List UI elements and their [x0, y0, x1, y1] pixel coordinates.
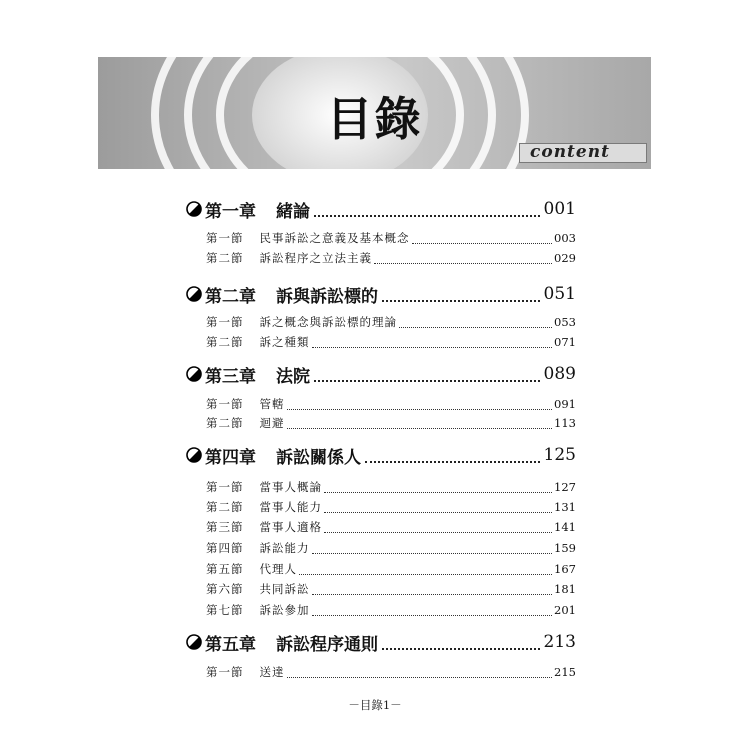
chapter-title: 緒論: [276, 201, 310, 222]
chapter-row-2[interactable]: [186, 281, 576, 307]
half-circle-icon: [186, 634, 202, 650]
section-label: 第一節: [206, 665, 244, 679]
section-row[interactable]: [206, 663, 576, 681]
section-page: 215: [554, 665, 576, 679]
half-circle-icon: [186, 366, 202, 382]
chapter-page: 089: [543, 364, 576, 384]
page-footer: －目錄1－: [348, 698, 402, 712]
chapter-label: 第二章: [205, 286, 256, 307]
half-circle-icon: [186, 286, 202, 302]
section-row[interactable]: [206, 333, 576, 351]
section-page: 201: [554, 603, 576, 617]
section-page: 113: [554, 416, 576, 430]
section-page: 053: [554, 315, 576, 329]
section-title: 共同訴訟: [259, 582, 310, 596]
chapter-row-4[interactable]: [186, 442, 576, 468]
section-row[interactable]: [206, 478, 576, 496]
chapter-label: 第四章: [205, 447, 256, 468]
chapter-label: 第五章: [205, 634, 256, 655]
content-tag: [519, 143, 647, 163]
section-row[interactable]: [206, 560, 576, 578]
dot-leader: [312, 605, 553, 616]
section-page: 141: [554, 520, 576, 534]
section-title: 當事人適格: [259, 520, 322, 534]
chapter-label: 第一章: [205, 201, 256, 222]
dot-leader: [324, 522, 552, 533]
section-row[interactable]: [206, 229, 576, 247]
toc-banner: [98, 57, 651, 169]
chapter-row-3[interactable]: [186, 361, 576, 387]
section-row[interactable]: [206, 539, 576, 557]
section-page: 131: [554, 500, 576, 514]
page-title: 目錄: [326, 92, 423, 146]
chapter-row-5[interactable]: [186, 629, 576, 655]
section-title: 迴避: [259, 416, 285, 430]
section-title: 當事人能力: [259, 500, 322, 514]
section-page: 181: [554, 582, 576, 596]
section-page: 091: [554, 397, 576, 411]
section-label: 第二節: [206, 500, 244, 514]
section-row[interactable]: [206, 313, 576, 331]
section-title: 當事人概論: [259, 480, 322, 494]
section-title: 訴訟能力: [259, 541, 310, 555]
dot-leader: [412, 233, 553, 244]
dot-leader: [312, 543, 553, 554]
section-title: 管轄: [259, 397, 285, 411]
dot-leader: [399, 317, 552, 328]
section-row[interactable]: [206, 580, 576, 598]
section-title: 訴訟程序之立法主義: [259, 251, 372, 265]
half-circle-icon: [186, 447, 202, 463]
chapter-row-1[interactable]: [186, 196, 576, 222]
chapter-title: 訴與訴訟標的: [276, 286, 378, 307]
dot-leader: [324, 502, 552, 513]
section-row[interactable]: [206, 518, 576, 536]
dot-leader: [287, 418, 553, 429]
section-title: 送達: [259, 665, 285, 679]
section-title: 代理人: [259, 562, 297, 576]
chapter-page: 125: [543, 445, 576, 465]
dot-leader: [382, 286, 540, 302]
chapter-title: 法院: [276, 366, 310, 387]
dot-leader: [312, 337, 553, 348]
section-row[interactable]: [206, 414, 576, 432]
section-label: 第七節: [206, 603, 244, 617]
dot-leader: [382, 634, 540, 650]
section-page: 127: [554, 480, 576, 494]
section-label: 第二節: [206, 251, 244, 265]
dot-leader: [299, 564, 552, 575]
dot-leader: [287, 667, 553, 678]
dot-leader: [324, 482, 552, 493]
section-label: 第五節: [206, 562, 244, 576]
dot-leader: [287, 399, 553, 410]
half-circle-icon: [186, 201, 202, 217]
dot-leader: [314, 201, 540, 217]
dot-leader: [374, 253, 552, 264]
section-page: 159: [554, 541, 576, 555]
section-label: 第四節: [206, 541, 244, 555]
section-title: 訴訟參加: [259, 603, 310, 617]
section-label: 第三節: [206, 520, 244, 534]
section-row[interactable]: [206, 395, 576, 413]
section-label: 第六節: [206, 582, 244, 596]
section-label: 第二節: [206, 335, 244, 349]
chapter-page: 001: [543, 199, 576, 219]
section-title: 訴之概念與訴訟標的理論: [259, 315, 397, 329]
section-page: 003: [554, 231, 576, 245]
section-row[interactable]: [206, 249, 576, 267]
section-page: 071: [554, 335, 576, 349]
content-tag-label: content: [530, 142, 610, 162]
section-label: 第一節: [206, 315, 244, 329]
section-label: 第一節: [206, 480, 244, 494]
section-label: 第一節: [206, 231, 244, 245]
dot-leader: [312, 584, 553, 595]
chapter-label: 第三章: [205, 366, 256, 387]
chapter-page: 051: [543, 284, 576, 304]
section-title: 民事訴訟之意義及基本概念: [259, 231, 410, 245]
dot-leader: [314, 366, 540, 382]
section-page: 029: [554, 251, 576, 265]
section-title: 訴之種類: [259, 335, 310, 349]
section-page: 167: [554, 562, 576, 576]
section-row[interactable]: [206, 601, 576, 619]
chapter-title: 訴訟程序通則: [276, 634, 378, 655]
section-row[interactable]: [206, 498, 576, 516]
chapter-page: 213: [543, 632, 576, 652]
section-label: 第二節: [206, 416, 244, 430]
section-label: 第一節: [206, 397, 244, 411]
chapter-title: 訴訟關係人: [276, 447, 361, 468]
dot-leader: [365, 447, 540, 463]
